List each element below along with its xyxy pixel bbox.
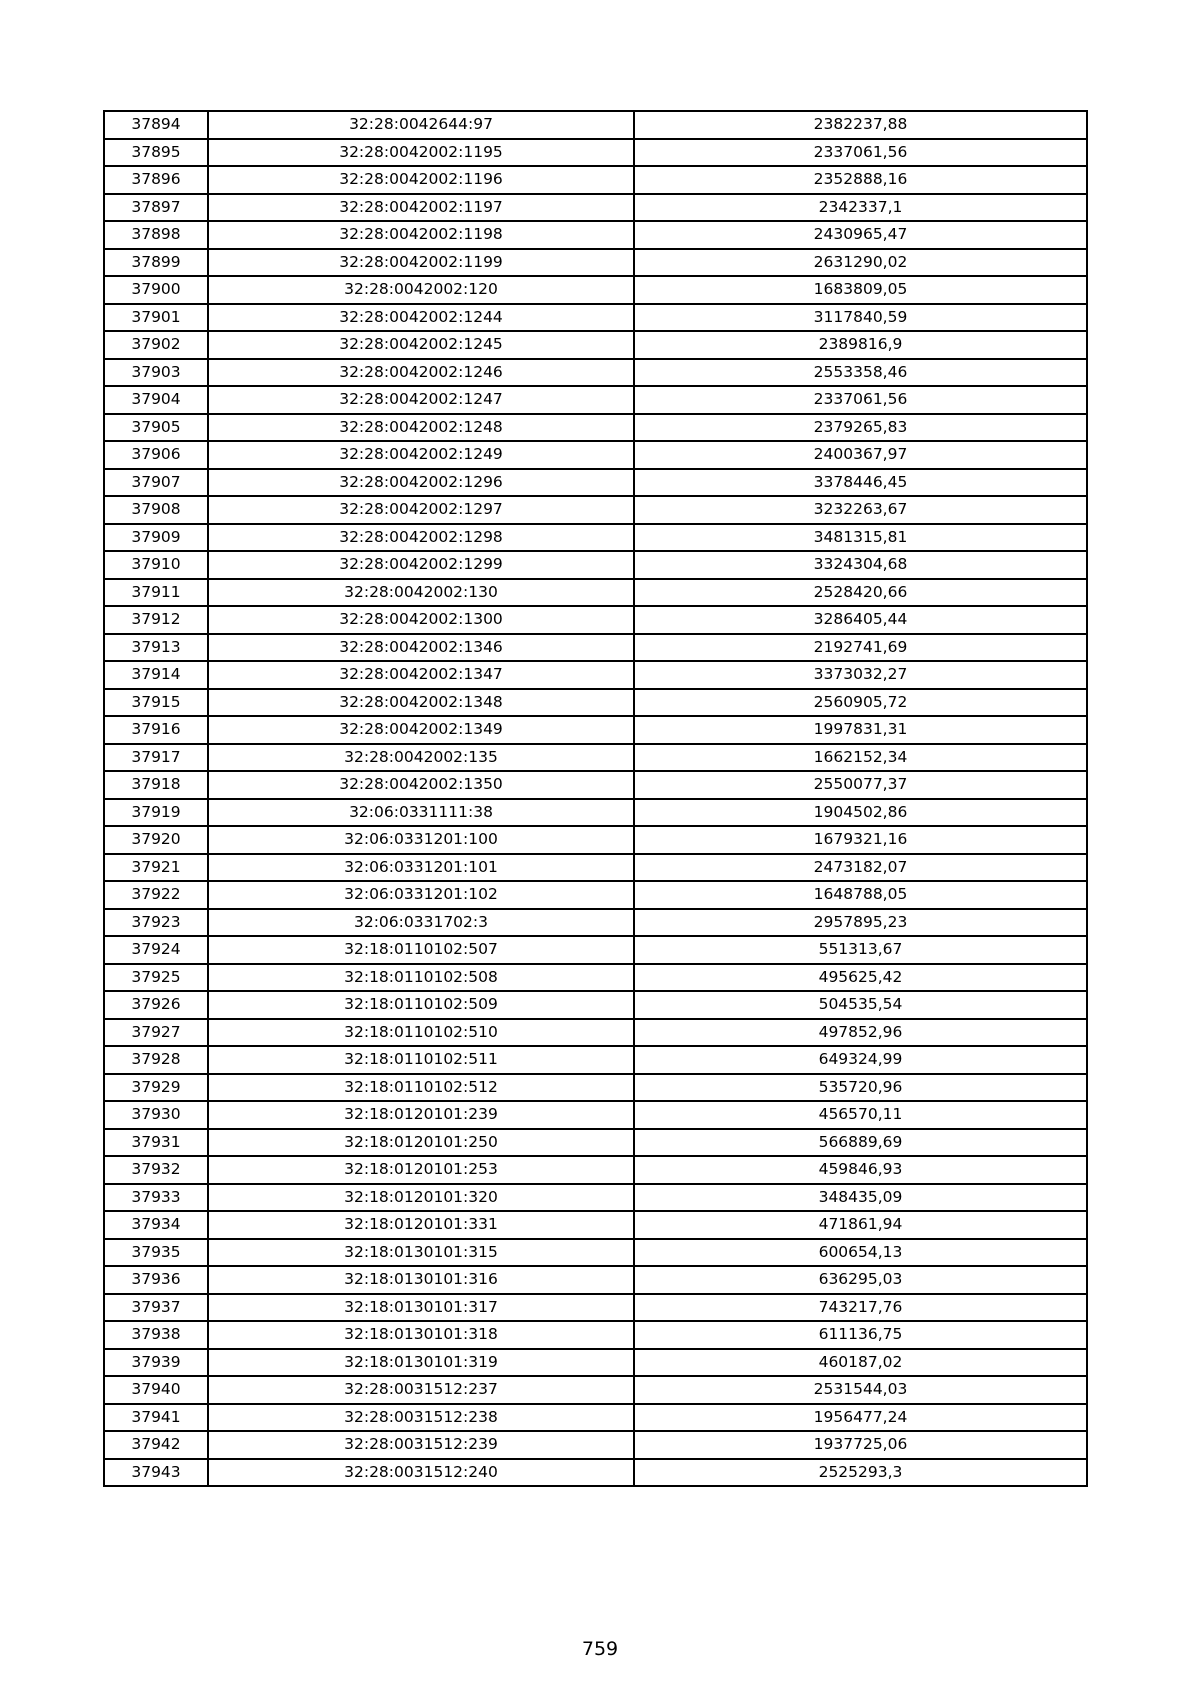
- table-row: [104, 716, 1087, 744]
- row-number-cell: 37930: [104, 1101, 208, 1129]
- table-row: [104, 1211, 1087, 1239]
- cadastral-value-cell: 2337061,56: [634, 386, 1087, 414]
- row-number-cell: 37923: [104, 909, 208, 937]
- cadastral-value-cell: 3232263,67: [634, 496, 1087, 524]
- cadastral-number-cell: 32:28:0042002:1249: [208, 441, 634, 469]
- row-number-cell: 37910: [104, 551, 208, 579]
- cadastral-value-cell: 611136,75: [634, 1321, 1087, 1349]
- row-number-cell: 37916: [104, 716, 208, 744]
- row-number-cell: 37902: [104, 331, 208, 359]
- row-number-cell: 37914: [104, 661, 208, 689]
- cadastral-value-cell: 3324304,68: [634, 551, 1087, 579]
- row-number-cell: 37929: [104, 1074, 208, 1102]
- row-number-cell: 37934: [104, 1211, 208, 1239]
- cadastral-value-cell: 2400367,97: [634, 441, 1087, 469]
- row-number-cell: 37931: [104, 1129, 208, 1157]
- row-number-cell: 37894: [104, 111, 208, 139]
- cadastral-number-cell: 32:06:0331702:3: [208, 909, 634, 937]
- cadastral-number-cell: 32:18:0130101:317: [208, 1294, 634, 1322]
- cadastral-number-cell: 32:28:0042002:1350: [208, 771, 634, 799]
- table-row: [104, 524, 1087, 552]
- cadastral-value-cell: 3117840,59: [634, 304, 1087, 332]
- table-row: [104, 441, 1087, 469]
- table-row: [104, 1321, 1087, 1349]
- table-row: [104, 854, 1087, 882]
- row-number-cell: 37920: [104, 826, 208, 854]
- cadastral-number-cell: 32:28:0042002:1199: [208, 249, 634, 277]
- cadastral-value-cell: 3373032,27: [634, 661, 1087, 689]
- row-number-cell: 37906: [104, 441, 208, 469]
- cadastral-value-cell: 460187,02: [634, 1349, 1087, 1377]
- cadastral-value-cell: 1956477,24: [634, 1404, 1087, 1432]
- cadastral-number-cell: 32:28:0042002:1246: [208, 359, 634, 387]
- cadastral-value-cell: 2382237,88: [634, 111, 1087, 139]
- row-number-cell: 37905: [104, 414, 208, 442]
- row-number-cell: 37928: [104, 1046, 208, 1074]
- cadastral-value-cell: 459846,93: [634, 1156, 1087, 1184]
- row-number-cell: 37938: [104, 1321, 208, 1349]
- cadastral-value-cell: 471861,94: [634, 1211, 1087, 1239]
- table-row: [104, 1129, 1087, 1157]
- row-number-cell: 37922: [104, 881, 208, 909]
- table-row: [104, 744, 1087, 772]
- table-row: [104, 689, 1087, 717]
- row-number-cell: 37940: [104, 1376, 208, 1404]
- row-number-cell: 37936: [104, 1266, 208, 1294]
- cadastral-number-cell: 32:28:0042002:1248: [208, 414, 634, 442]
- cadastral-value-cell: 600654,13: [634, 1239, 1087, 1267]
- cadastral-number-cell: 32:28:0042002:1349: [208, 716, 634, 744]
- table-row: [104, 1074, 1087, 1102]
- table-row: [104, 386, 1087, 414]
- table-row: [104, 194, 1087, 222]
- table-row: [104, 771, 1087, 799]
- cadastral-value-cell: 2560905,72: [634, 689, 1087, 717]
- table-row: [104, 469, 1087, 497]
- row-number-cell: 37900: [104, 276, 208, 304]
- cadastral-value-cell: 3286405,44: [634, 606, 1087, 634]
- cadastral-number-cell: 32:06:0331201:100: [208, 826, 634, 854]
- cadastral-number-cell: 32:18:0110102:509: [208, 991, 634, 1019]
- cadastral-number-cell: 32:18:0130101:319: [208, 1349, 634, 1377]
- table-row: [104, 634, 1087, 662]
- cadastral-value-cell: 2473182,07: [634, 854, 1087, 882]
- cadastral-number-cell: 32:28:0031512:238: [208, 1404, 634, 1432]
- table-row: [104, 826, 1087, 854]
- table-row: [104, 249, 1087, 277]
- row-number-cell: 37939: [104, 1349, 208, 1377]
- cadastral-number-cell: 32:18:0110102:511: [208, 1046, 634, 1074]
- table-row: [104, 276, 1087, 304]
- row-number-cell: 37915: [104, 689, 208, 717]
- row-number-cell: 37924: [104, 936, 208, 964]
- cadastral-number-cell: 32:28:0042002:1196: [208, 166, 634, 194]
- cadastral-value-cell: 1683809,05: [634, 276, 1087, 304]
- cadastral-value-cell: 2389816,9: [634, 331, 1087, 359]
- cadastral-value-cell: 2528420,66: [634, 579, 1087, 607]
- table-row: [104, 661, 1087, 689]
- cadastral-value-cell: 2342337,1: [634, 194, 1087, 222]
- cadastral-value-cell: 1662152,34: [634, 744, 1087, 772]
- cadastral-number-cell: 32:28:0042002:130: [208, 579, 634, 607]
- cadastral-number-cell: 32:18:0130101:316: [208, 1266, 634, 1294]
- cadastral-number-cell: 32:18:0120101:331: [208, 1211, 634, 1239]
- cadastral-value-cell: 2192741,69: [634, 634, 1087, 662]
- table-row: [104, 551, 1087, 579]
- table-row: [104, 359, 1087, 387]
- cadastral-value-cell: 1904502,86: [634, 799, 1087, 827]
- cadastral-number-cell: 32:28:0031512:237: [208, 1376, 634, 1404]
- table-row: [104, 166, 1087, 194]
- row-number-cell: 37933: [104, 1184, 208, 1212]
- cadastral-number-cell: 32:28:0031512:239: [208, 1431, 634, 1459]
- table-row: [104, 1349, 1087, 1377]
- row-number-cell: 37942: [104, 1431, 208, 1459]
- cadastral-number-cell: 32:28:0042002:1197: [208, 194, 634, 222]
- row-number-cell: 37917: [104, 744, 208, 772]
- row-number-cell: 37927: [104, 1019, 208, 1047]
- row-number-cell: 37941: [104, 1404, 208, 1432]
- row-number-cell: 37926: [104, 991, 208, 1019]
- cadastral-number-cell: 32:28:0042002:1346: [208, 634, 634, 662]
- table-row: [104, 111, 1087, 139]
- page-number: 759: [581, 1638, 619, 1660]
- cadastral-value-cell: 2525293,3: [634, 1459, 1087, 1487]
- table-row: [104, 579, 1087, 607]
- cadastral-value-cell: 2553358,46: [634, 359, 1087, 387]
- table-row: [104, 991, 1087, 1019]
- cadastral-value-cell: 456570,11: [634, 1101, 1087, 1129]
- row-number-cell: 37943: [104, 1459, 208, 1487]
- cadastral-number-cell: 32:06:0331201:102: [208, 881, 634, 909]
- cadastral-value-cell: 3378446,45: [634, 469, 1087, 497]
- cadastral-number-cell: 32:28:0042002:1244: [208, 304, 634, 332]
- cadastral-number-cell: 32:18:0130101:315: [208, 1239, 634, 1267]
- row-number-cell: 37913: [104, 634, 208, 662]
- row-number-cell: 37907: [104, 469, 208, 497]
- cadastral-value-cell: 2531544,03: [634, 1376, 1087, 1404]
- cadastral-number-cell: 32:28:0042002:1245: [208, 331, 634, 359]
- cadastral-value-cell: 2550077,37: [634, 771, 1087, 799]
- cadastral-number-cell: 32:28:0031512:240: [208, 1459, 634, 1487]
- cadastral-value-cell: 2430965,47: [634, 221, 1087, 249]
- cadastral-number-cell: 32:06:0331201:101: [208, 854, 634, 882]
- cadastral-number-cell: 32:28:0042002:1300: [208, 606, 634, 634]
- cadastral-value-cell: 551313,67: [634, 936, 1087, 964]
- cadastral-value-cell: 566889,69: [634, 1129, 1087, 1157]
- table-row: [104, 1239, 1087, 1267]
- table-row: [104, 1046, 1087, 1074]
- table-row: [104, 1101, 1087, 1129]
- row-number-cell: 37925: [104, 964, 208, 992]
- cadastral-number-cell: 32:28:0042002:1298: [208, 524, 634, 552]
- cadastral-value-cell: 2631290,02: [634, 249, 1087, 277]
- cadastral-number-cell: 32:28:0042002:1247: [208, 386, 634, 414]
- cadastral-number-cell: 32:18:0110102:508: [208, 964, 634, 992]
- cadastral-value-cell: 636295,03: [634, 1266, 1087, 1294]
- table-row: [104, 606, 1087, 634]
- cadastral-number-cell: 32:18:0110102:512: [208, 1074, 634, 1102]
- cadastral-value-cell: 2379265,83: [634, 414, 1087, 442]
- cadastral-number-cell: 32:18:0120101:250: [208, 1129, 634, 1157]
- table-row: [104, 1431, 1087, 1459]
- row-number-cell: 37904: [104, 386, 208, 414]
- table-row: [104, 1019, 1087, 1047]
- table-row: [104, 964, 1087, 992]
- cadastral-number-cell: 32:18:0110102:510: [208, 1019, 634, 1047]
- table-row: [104, 1459, 1087, 1487]
- row-number-cell: 37937: [104, 1294, 208, 1322]
- cadastral-value-cell: 743217,76: [634, 1294, 1087, 1322]
- cadastral-value-cell: 2337061,56: [634, 139, 1087, 167]
- table-row: [104, 1184, 1087, 1212]
- row-number-cell: 37896: [104, 166, 208, 194]
- cadastral-value-cell: 2352888,16: [634, 166, 1087, 194]
- table-row: [104, 221, 1087, 249]
- row-number-cell: 37898: [104, 221, 208, 249]
- table-row: [104, 936, 1087, 964]
- cadastral-value-cell: 1679321,16: [634, 826, 1087, 854]
- row-number-cell: 37919: [104, 799, 208, 827]
- cadastral-value-cell: 497852,96: [634, 1019, 1087, 1047]
- cadastral-value-cell: 1648788,05: [634, 881, 1087, 909]
- row-number-cell: 37897: [104, 194, 208, 222]
- table-row: [104, 414, 1087, 442]
- cadastral-number-cell: 32:28:0042002:1299: [208, 551, 634, 579]
- row-number-cell: 37899: [104, 249, 208, 277]
- cadastral-number-cell: 32:28:0042002:1296: [208, 469, 634, 497]
- cadastral-number-cell: 32:18:0120101:239: [208, 1101, 634, 1129]
- table-row: [104, 1376, 1087, 1404]
- table-row: [104, 799, 1087, 827]
- cadastral-value-cell: 504535,54: [634, 991, 1087, 1019]
- row-number-cell: 37911: [104, 579, 208, 607]
- row-number-cell: 37903: [104, 359, 208, 387]
- table-row: [104, 139, 1087, 167]
- cadastral-value-table: [103, 110, 1088, 1487]
- cadastral-number-cell: 32:18:0120101:253: [208, 1156, 634, 1184]
- cadastral-number-cell: 32:18:0130101:318: [208, 1321, 634, 1349]
- cadastral-number-cell: 32:18:0120101:320: [208, 1184, 634, 1212]
- cadastral-number-cell: 32:28:0042002:1297: [208, 496, 634, 524]
- cadastral-number-cell: 32:06:0331111:38: [208, 799, 634, 827]
- cadastral-number-cell: 32:28:0042002:120: [208, 276, 634, 304]
- row-number-cell: 37895: [104, 139, 208, 167]
- cadastral-value-cell: 1997831,31: [634, 716, 1087, 744]
- row-number-cell: 37912: [104, 606, 208, 634]
- cadastral-value-cell: 535720,96: [634, 1074, 1087, 1102]
- cadastral-number-cell: 32:28:0042002:135: [208, 744, 634, 772]
- table-row: [104, 881, 1087, 909]
- table-row: [104, 331, 1087, 359]
- cadastral-number-cell: 32:28:0042002:1347: [208, 661, 634, 689]
- row-number-cell: 37921: [104, 854, 208, 882]
- cadastral-number-cell: 32:28:0042002:1195: [208, 139, 634, 167]
- cadastral-number-cell: 32:28:0042644:97: [208, 111, 634, 139]
- cadastral-value-cell: 1937725,06: [634, 1431, 1087, 1459]
- table-row: [104, 1266, 1087, 1294]
- table-row: [104, 496, 1087, 524]
- cadastral-number-cell: 32:28:0042002:1198: [208, 221, 634, 249]
- table-row: [104, 304, 1087, 332]
- row-number-cell: 37909: [104, 524, 208, 552]
- row-number-cell: 37932: [104, 1156, 208, 1184]
- row-number-cell: 37935: [104, 1239, 208, 1267]
- cadastral-number-cell: 32:18:0110102:507: [208, 936, 634, 964]
- row-number-cell: 37908: [104, 496, 208, 524]
- table-body: [104, 111, 1087, 1486]
- table-row: [104, 1404, 1087, 1432]
- cadastral-value-cell: 649324,99: [634, 1046, 1087, 1074]
- cadastral-value-cell: 2957895,23: [634, 909, 1087, 937]
- cadastral-value-cell: 3481315,81: [634, 524, 1087, 552]
- table-row: [104, 1156, 1087, 1184]
- cadastral-value-cell: 348435,09: [634, 1184, 1087, 1212]
- row-number-cell: 37918: [104, 771, 208, 799]
- table-row: [104, 1294, 1087, 1322]
- table-row: [104, 909, 1087, 937]
- cadastral-value-cell: 495625,42: [634, 964, 1087, 992]
- row-number-cell: 37901: [104, 304, 208, 332]
- cadastral-number-cell: 32:28:0042002:1348: [208, 689, 634, 717]
